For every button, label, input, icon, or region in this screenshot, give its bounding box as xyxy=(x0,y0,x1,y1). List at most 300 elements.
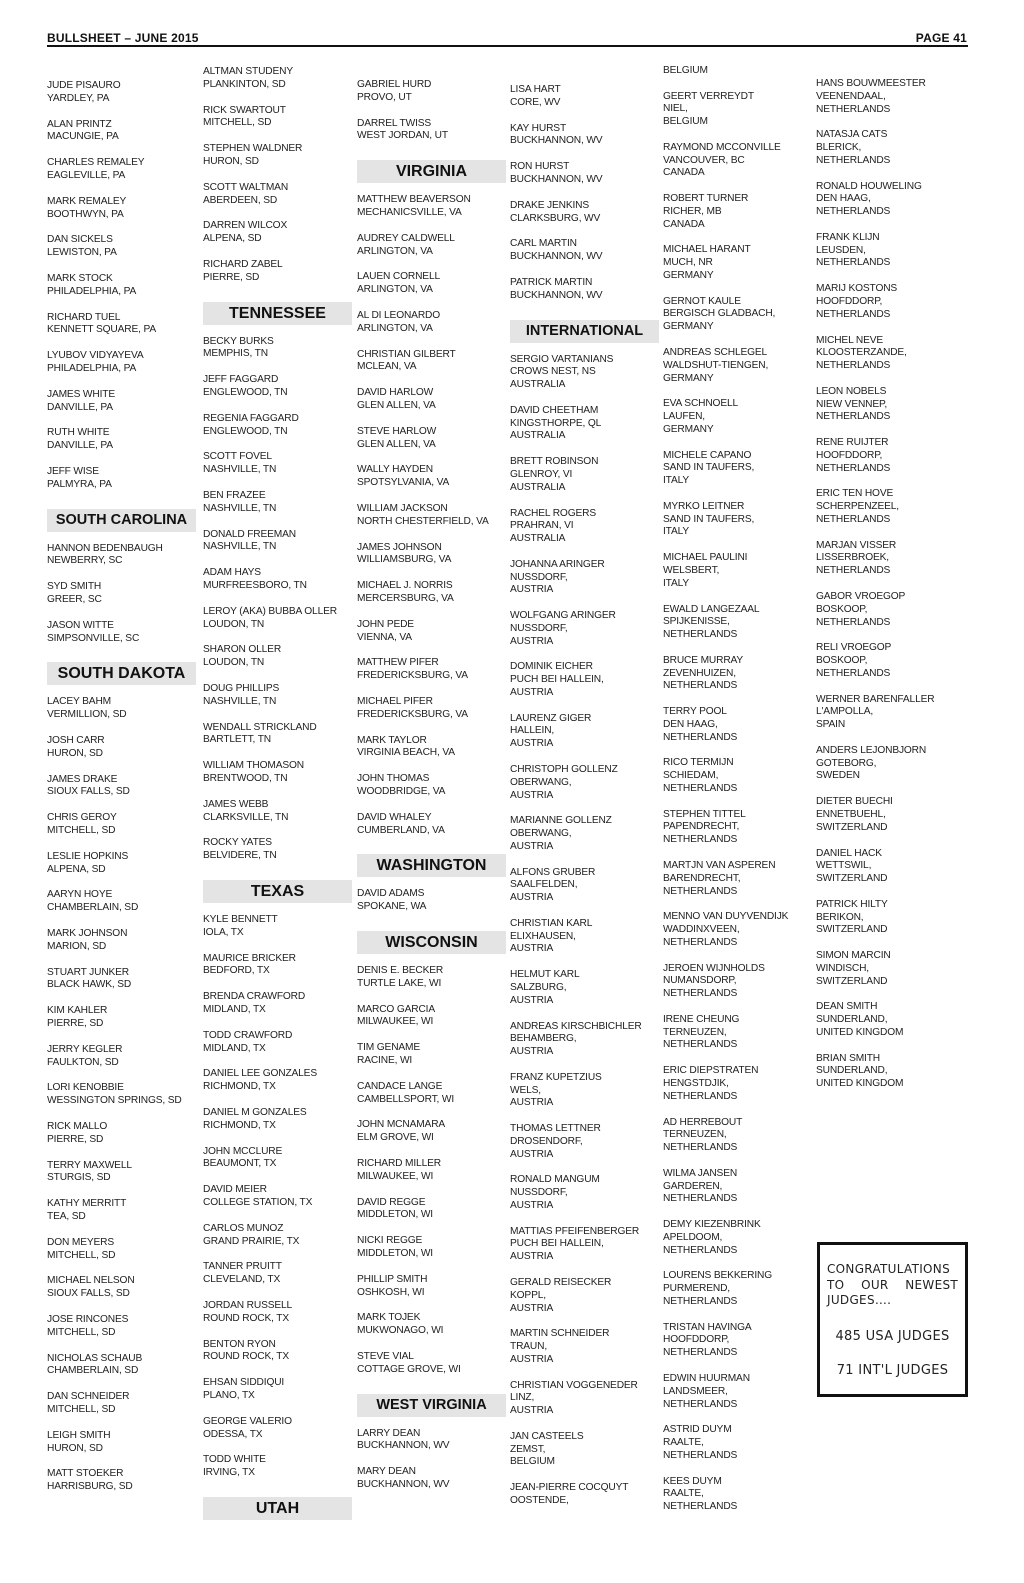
judge-entry xyxy=(203,451,363,477)
judge-location: BUCKHANNON, WV xyxy=(357,1440,450,1452)
judge-name: LOURENS BEKKERING xyxy=(663,1270,772,1282)
judge-location: DEN HAAG, xyxy=(816,193,871,205)
judge-location: PLANO, TX xyxy=(203,1389,255,1401)
judge-name: MARY DEAN xyxy=(357,1466,416,1478)
judge-name: RACHEL ROGERS xyxy=(510,507,596,519)
judge-location: ARLINGTON, VA xyxy=(357,284,433,296)
judge-location: ROUND ROCK, TX xyxy=(203,1351,290,1363)
judge-location: KINGSTHORPE, QL xyxy=(510,417,602,429)
judge-country: AUSTRIA xyxy=(510,686,554,698)
judge-name: IRENE CHEUNG xyxy=(663,1013,740,1025)
judge-location: SIOUX FALLS, SD xyxy=(47,786,130,798)
judge-location: NASHVILLE, TN xyxy=(203,464,277,476)
judge-name: MICHAEL NELSON xyxy=(47,1275,135,1287)
judge-location: MIDLAND, TX xyxy=(203,1042,266,1054)
judge-location: NEWBERRY, SC xyxy=(47,555,123,567)
state-heading: WEST VIRGINIA xyxy=(357,1394,506,1417)
judge-entry xyxy=(510,1431,670,1469)
judge-name: JORDAN RUSSELL xyxy=(203,1300,293,1311)
judge-entry xyxy=(203,1454,363,1480)
judge-country: BELGIUM xyxy=(663,116,708,128)
state-heading: UTAH xyxy=(203,1497,352,1520)
judge-name: AARYN HOYE xyxy=(47,889,113,901)
judge-name: MARCO GARCIA xyxy=(357,1003,436,1015)
judge-name: GERALD REISECKER xyxy=(510,1277,612,1288)
judge-location: TERNEUZEN, xyxy=(663,1129,727,1141)
judge-location: PROVO, UT xyxy=(357,91,412,103)
judge-country: NETHERLANDS xyxy=(663,1295,738,1307)
judge-location: ARLINGTON, VA xyxy=(357,245,433,257)
judge-country: SWEDEN xyxy=(816,770,860,782)
judge-location: ODESSA, TX xyxy=(203,1428,263,1440)
judge-location: KLOOSTERZANDE, xyxy=(816,347,907,359)
judge-entry xyxy=(663,296,823,334)
judge-location: BERGISCH GLADBACH, xyxy=(663,308,776,320)
judge-name: SHARON OLLER xyxy=(203,644,282,656)
judge-location: TEA, SD xyxy=(47,1210,86,1222)
judge-location: ABERDEEN, SD xyxy=(203,194,278,206)
judge-location: BUCKHANNON, WV xyxy=(510,251,603,263)
judge-name: STUART JUNKER xyxy=(47,966,130,978)
judge-entry xyxy=(357,79,517,105)
judge-entry xyxy=(357,271,517,297)
judge-name: BRUCE MURRAY xyxy=(663,654,744,666)
judge-name: TANNER PRUITT xyxy=(203,1261,282,1273)
judge-location: NASHVILLE, TN xyxy=(203,541,277,553)
judge-country: AUSTRALIA xyxy=(510,430,566,442)
header-rule xyxy=(47,45,968,47)
judge-country: AUSTRALIA xyxy=(510,379,566,391)
judge-country: AUSTRIA xyxy=(510,635,554,647)
judge-name: JAMES WEBB xyxy=(203,798,269,810)
judge-country: NETHERLANDS xyxy=(816,360,891,372)
judge-entry xyxy=(663,142,823,180)
judge-name: MARK TOJEK xyxy=(357,1312,421,1324)
judge-entry xyxy=(663,1424,823,1462)
judge-name: DANIEL HACK xyxy=(816,847,882,859)
judge-name: HANNON BEDENBAUGH xyxy=(47,542,163,554)
judge-entry xyxy=(663,501,823,539)
judge-entry xyxy=(47,1391,207,1417)
judge-name: ASTRID DUYM xyxy=(663,1424,732,1436)
judge-name: SERGIO VARTANIANS xyxy=(510,353,614,365)
judge-country: AUSTRIA xyxy=(510,1148,554,1160)
judge-location: HOOFDDORP, xyxy=(816,449,883,461)
judge-name: DENIS E. BECKER xyxy=(357,965,444,976)
judge-name: JOHN MCNAMARA xyxy=(357,1119,446,1131)
judge-entry xyxy=(47,389,207,415)
judge-country: NETHERLANDS xyxy=(816,565,891,577)
judge-name: REGENIA FAGGARD xyxy=(203,412,299,424)
judge-country: NETHERLANDS xyxy=(663,1193,738,1205)
judge-entry xyxy=(203,760,363,786)
judge-location: COTTAGE GROVE, WI xyxy=(357,1363,461,1375)
judge-location: MURFREESBORO, TN xyxy=(203,579,307,591)
judge-country: SWITZERLAND xyxy=(816,924,888,936)
judge-country: ITALY xyxy=(663,475,690,487)
judge-name: NATASJA CATS xyxy=(816,129,888,141)
judge-location: TERNEUZEN, xyxy=(663,1026,727,1038)
judge-country: AUSTRIA xyxy=(510,1302,554,1314)
judge-name: DAVID WHALEY xyxy=(357,811,432,823)
judge-location: BOSKOOP, xyxy=(816,603,868,615)
judge-name: JOSH CARR xyxy=(47,735,105,746)
judge-name: ADAM HAYS xyxy=(203,567,261,579)
judge-name: MENNO VAN DUYVENDIJK xyxy=(663,911,789,923)
judge-location: OBERWANG, xyxy=(510,828,572,840)
judge-location: LOUDON, TN xyxy=(203,618,265,630)
judge-location: MIDDLETON, WI xyxy=(357,1247,433,1259)
judge-name: JAMES JOHNSON xyxy=(357,541,442,553)
judge-name: DOUG PHILLIPS xyxy=(203,683,280,694)
judge-entry xyxy=(357,1351,517,1377)
judge-name: WOLFGANG ARINGER xyxy=(510,610,616,622)
judge-entry xyxy=(203,490,363,516)
judge-location: PIERRE, SD xyxy=(203,271,260,283)
judge-country: AUSTRALIA xyxy=(510,481,566,493)
judge-name: RICHARD MILLER xyxy=(357,1158,441,1169)
judge-entry xyxy=(357,464,517,490)
judge-entry xyxy=(203,644,363,670)
judge-name: DAVID HARLOW xyxy=(357,387,434,399)
judge-location: BLERICK, xyxy=(816,142,862,154)
judge-location: KENNETT SQUARE, PA xyxy=(47,324,157,336)
judge-location: L'AMPOLLA, xyxy=(816,706,874,718)
judge-entry xyxy=(203,413,363,439)
judge-country: SWITZERLAND xyxy=(816,821,888,833)
judge-name: RENE RUIJTER xyxy=(816,437,889,449)
judge-location: GOTEBORG, xyxy=(816,757,877,769)
judge-entry xyxy=(816,232,976,270)
judge-name: ROCKY YATES xyxy=(203,837,272,849)
judge-entry xyxy=(203,529,363,555)
judge-entry xyxy=(357,426,517,452)
judge-country: AUSTRIA xyxy=(510,892,554,904)
judge-name: MICHELE CAPANO xyxy=(663,449,752,461)
judge-entry xyxy=(47,1005,207,1031)
judge-location: SCHIEDAM, xyxy=(663,770,719,782)
judge-entry xyxy=(357,1235,517,1261)
judge-name: NICHOLAS SCHAUB xyxy=(47,1352,143,1364)
judge-entry xyxy=(203,1030,363,1056)
judge-entry xyxy=(47,1353,207,1379)
judge-location: HOOFDDORP, xyxy=(816,295,883,307)
judge-name: RICO TERMIJN xyxy=(663,757,734,769)
judge-name: MARK JOHNSON xyxy=(47,928,128,939)
judge-location: PALMYRA, PA xyxy=(47,478,112,490)
judge-country: AUSTRIA xyxy=(510,1405,554,1417)
judge-location: GREER, SC xyxy=(47,593,102,605)
judge-entry xyxy=(663,860,823,898)
judge-entry xyxy=(816,283,976,321)
state-heading: TEXAS xyxy=(203,880,352,903)
judge-country: GERMANY xyxy=(663,321,714,333)
judge-location: WILLIAMSBURG, VA xyxy=(357,554,452,566)
judge-location: HURON, SD xyxy=(47,1442,103,1454)
judge-entry xyxy=(816,642,976,680)
judge-entry xyxy=(203,799,363,825)
judge-location: VIENNA, VA xyxy=(357,631,412,643)
judge-entry xyxy=(663,1270,823,1308)
judge-entry xyxy=(203,182,363,208)
judge-location: WINDISCH, xyxy=(816,962,869,974)
judge-name: JAMES DRAKE xyxy=(47,773,118,785)
judge-location: LEWISTON, PA xyxy=(47,247,117,259)
congrats-line-1: CONGRATULATIONS xyxy=(827,1262,950,1276)
judge-entry xyxy=(47,427,207,453)
judge-location: HALLEIN, xyxy=(510,725,555,737)
judge-location: GARDEREN, xyxy=(663,1180,723,1192)
judge-name: MATTHEW PIFER xyxy=(357,657,439,669)
judge-entry xyxy=(203,991,363,1017)
judge-name: STEVE HARLOW xyxy=(357,425,437,437)
judge-entry xyxy=(203,606,363,632)
judge-country: AUSTRIA xyxy=(510,994,554,1006)
congrats-box xyxy=(817,1242,968,1397)
judge-country: CANADA xyxy=(663,218,705,230)
judge-location: BEDFORD, TX xyxy=(203,965,270,977)
judge-name: ANDREAS SCHLEGEL xyxy=(663,347,768,358)
judge-country: AUSTRIA xyxy=(510,584,554,596)
judge-location: BARENDRECHT, xyxy=(663,872,741,884)
judge-entry xyxy=(510,1482,670,1508)
judge-entry xyxy=(203,220,363,246)
judge-entry xyxy=(357,888,517,914)
judge-location: VEENENDAAL, xyxy=(816,90,886,102)
judge-location: LEUSDEN, xyxy=(816,244,866,256)
judge-entry xyxy=(663,963,823,1001)
judge-name: LEON NOBELS xyxy=(816,385,887,397)
judge-location: HURON, SD xyxy=(47,747,103,759)
judge-country: NETHERLANDS xyxy=(663,936,738,948)
judge-country: NETHERLANDS xyxy=(816,513,891,525)
judge-name: MATTHEW BEAVERSON xyxy=(357,194,471,206)
judge-country: NETHERLANDS xyxy=(663,1398,738,1410)
judge-name: MARK TAYLOR xyxy=(357,734,427,746)
judge-entry xyxy=(47,774,207,800)
judge-entry xyxy=(47,350,207,376)
judge-name: LARRY DEAN xyxy=(357,1427,421,1439)
judge-entry xyxy=(47,119,207,145)
judge-name: JOSE RINCONES xyxy=(47,1314,129,1325)
judge-entry xyxy=(510,277,670,303)
judge-name: ANDREAS KIRSCHBICHLER xyxy=(510,1020,642,1032)
judge-entry xyxy=(510,1226,670,1264)
state-heading: WASHINGTON xyxy=(357,854,506,877)
judge-location: DEN HAAG, xyxy=(663,718,718,730)
judge-entry xyxy=(510,456,670,494)
judge-name: KYLE BENNETT xyxy=(203,914,278,925)
judge-name: BECKY BURKS xyxy=(203,335,274,347)
judge-location: SALZBURG, xyxy=(510,981,567,993)
judge-name: JEAN-PIERRE COCQUYT xyxy=(510,1482,629,1494)
judge-entry xyxy=(357,1119,517,1145)
judge-country: BELGIUM xyxy=(510,1456,555,1468)
judge-location: OBERWANG, xyxy=(510,776,572,788)
judge-name: WILMA JANSEN xyxy=(663,1167,738,1179)
judge-country: GERMANY xyxy=(663,423,714,435)
judge-name: GABRIEL HURD xyxy=(357,79,432,90)
judge-location: BOOTHWYN, PA xyxy=(47,208,124,220)
judge-country: NETHERLANDS xyxy=(663,1244,738,1256)
judge-name: DEMY KIEZENBRINK xyxy=(663,1219,761,1231)
congrats-line-3: JUDGES…. xyxy=(827,1293,892,1307)
judge-entry xyxy=(357,387,517,413)
judge-location: SIMPSONVILLE, SC xyxy=(47,632,140,644)
judge-location: ALPENA, SD xyxy=(203,233,262,245)
judge-location: RICHMOND, TX xyxy=(203,1119,276,1131)
judge-name: LEIGH SMITH xyxy=(47,1429,111,1441)
judge-name: BRENDA CRAWFORD xyxy=(203,991,306,1003)
judge-name: STEPHEN TITTEL xyxy=(663,808,746,820)
judge-entry xyxy=(663,1117,823,1155)
judge-location: SAND IN TAUFERS, xyxy=(663,462,755,474)
judge-name: EWALD LANGEZAAL xyxy=(663,603,760,615)
judge-entry xyxy=(203,1416,363,1442)
judge-entry xyxy=(663,347,823,385)
judge-location: PIERRE, SD xyxy=(47,1017,104,1029)
judge-name: GEERT VERREYDT xyxy=(663,90,754,102)
judge-name: SYD SMITH xyxy=(47,581,102,593)
judge-location: MITCHELL, SD xyxy=(47,1403,116,1415)
judge-entry xyxy=(203,1300,363,1326)
judge-location: MITCHELL, SD xyxy=(47,1249,116,1261)
judge-country: NETHERLANDS xyxy=(663,680,738,692)
judge-location: NUMANSDORP, xyxy=(663,975,737,987)
judge-location: ROUND ROCK, TX xyxy=(203,1312,290,1324)
judge-name: MATT STOEKER xyxy=(47,1468,124,1480)
judge-location: MIDDLETON, WI xyxy=(357,1209,433,1221)
judge-name: LAUEN CORNELL xyxy=(357,271,440,283)
judge-entry xyxy=(47,967,207,993)
judge-name: STEPHEN WALDNER xyxy=(203,143,303,155)
judge-country: NETHERLANDS xyxy=(816,667,891,679)
judge-entry xyxy=(203,1146,363,1172)
judge-country: GERMANY xyxy=(663,269,714,281)
judge-location: SIOUX FALLS, SD xyxy=(47,1288,130,1300)
judge-country: AUSTRIA xyxy=(510,738,554,750)
judge-entry xyxy=(816,745,976,783)
judge-country: NETHERLANDS xyxy=(663,782,738,794)
judge-name: WERNER BARENFALLER xyxy=(816,693,935,705)
judge-name: JASON WITTE xyxy=(47,619,114,631)
judge-location: LINZ, xyxy=(510,1392,535,1404)
judge-entry xyxy=(816,950,976,988)
judge-name: CANDACE LANGE xyxy=(357,1080,443,1092)
judge-entry xyxy=(510,713,670,751)
judge-location: MUCH, NR xyxy=(663,257,713,269)
judge-location: WALDSHUT-TIENGEN, xyxy=(663,359,769,371)
judge-location: VANCOUVER, BC xyxy=(663,154,745,166)
judge-location: BARTLETT, TN xyxy=(203,734,272,746)
judge-entry xyxy=(357,349,517,375)
judge-entry xyxy=(816,848,976,886)
judge-entry xyxy=(357,1158,517,1184)
judge-location: NUSSDORF, xyxy=(510,1187,568,1199)
judge-country: ITALY xyxy=(663,577,690,589)
judge-name: RELI VROEGOP xyxy=(816,642,892,654)
judge-entry xyxy=(47,80,207,106)
judge-country: AUSTRIA xyxy=(510,1046,554,1058)
judge-name: ROBERT TURNER xyxy=(663,193,749,205)
judge-name: KIM KAHLER xyxy=(47,1005,108,1017)
page-number: PAGE 41 xyxy=(915,31,967,45)
judge-entry xyxy=(47,157,207,183)
judge-location: BUCKHANNON, WV xyxy=(510,135,603,147)
judge-entry xyxy=(357,773,517,799)
judge-name: MARK STOCK xyxy=(47,273,113,284)
judge-location: PUCH BEI HALLEIN, xyxy=(510,674,604,686)
judge-entry xyxy=(47,1275,207,1301)
judge-location: MEMPHIS, TN xyxy=(203,348,268,360)
judge-location: CHAMBERLAIN, SD xyxy=(47,1365,139,1377)
judge-location: LAUFEN, xyxy=(663,411,705,423)
judge-country: NETHERLANDS xyxy=(816,206,891,218)
judge-entry xyxy=(663,244,823,282)
judge-country: UNITED KINGDOM xyxy=(816,1078,904,1090)
judge-name: JEFF FAGGARD xyxy=(203,374,279,386)
judge-location: GLEN ALLEN, VA xyxy=(357,438,436,450)
judge-location: VERMILLION, SD xyxy=(47,709,127,721)
judge-location: PIERRE, SD xyxy=(47,1133,104,1145)
judge-name: TODD CRAWFORD xyxy=(203,1029,293,1041)
judge-entry xyxy=(357,965,517,991)
judge-name: MARK REMALEY xyxy=(47,195,127,207)
judge-location: WOODBRIDGE, VA xyxy=(357,785,446,797)
judge-name: MICHAEL PIFER xyxy=(357,696,433,707)
judge-entry xyxy=(816,129,976,167)
judge-name: CHRISTOPH GOLLENZ xyxy=(510,764,618,775)
judge-name: JOHN THOMAS xyxy=(357,773,430,785)
judge-name: GEORGE VALERIO xyxy=(203,1415,292,1427)
judge-name: CARL MARTIN xyxy=(510,238,577,250)
judge-entry xyxy=(510,508,670,546)
judge-country: CANADA xyxy=(663,167,705,179)
judge-entry xyxy=(510,1123,670,1161)
judge-name: RUTH WHITE xyxy=(47,427,110,439)
judge-location: MILWAUKEE, WI xyxy=(357,1170,434,1182)
judge-name: DANIEL M GONZALES xyxy=(203,1107,307,1118)
judge-entry xyxy=(510,867,670,905)
judge-entry xyxy=(357,1274,517,1300)
judge-location: VIRGINIA BEACH, VA xyxy=(357,747,455,759)
judge-location: HOOFDDORP, xyxy=(663,1334,730,1346)
judge-entry xyxy=(47,1430,207,1456)
judge-country: NETHERLANDS xyxy=(816,616,891,628)
judge-country: AUSTRIA xyxy=(510,1199,554,1211)
judge-entry xyxy=(47,812,207,838)
judge-entry xyxy=(203,1223,363,1249)
judge-entry xyxy=(663,1014,823,1052)
judge-country: NETHERLANDS xyxy=(663,885,738,897)
judge-location: RAALTE, xyxy=(663,1437,704,1449)
judge-entry xyxy=(510,1174,670,1212)
judge-name: AD HERREBOUT xyxy=(663,1116,743,1128)
judge-entry xyxy=(816,488,976,526)
judge-name: JOHN PEDE xyxy=(357,618,414,630)
judge-location: SAALFELDEN, xyxy=(510,879,578,891)
judge-name: DAVID CHEETHAM xyxy=(510,404,599,416)
judge-location: DROSENDORF, xyxy=(510,1135,583,1147)
judge-location: NASHVILLE, TN xyxy=(203,502,277,514)
judge-entry xyxy=(357,812,517,838)
judge-location: MARION, SD xyxy=(47,940,107,952)
judge-entry xyxy=(47,581,207,607)
judge-location: BRENTWOOD, TN xyxy=(203,772,288,784)
judge-location: NIEL, xyxy=(663,103,688,115)
judge-entry xyxy=(203,336,363,362)
judge-name: MICHAEL PAULINI xyxy=(663,552,748,564)
